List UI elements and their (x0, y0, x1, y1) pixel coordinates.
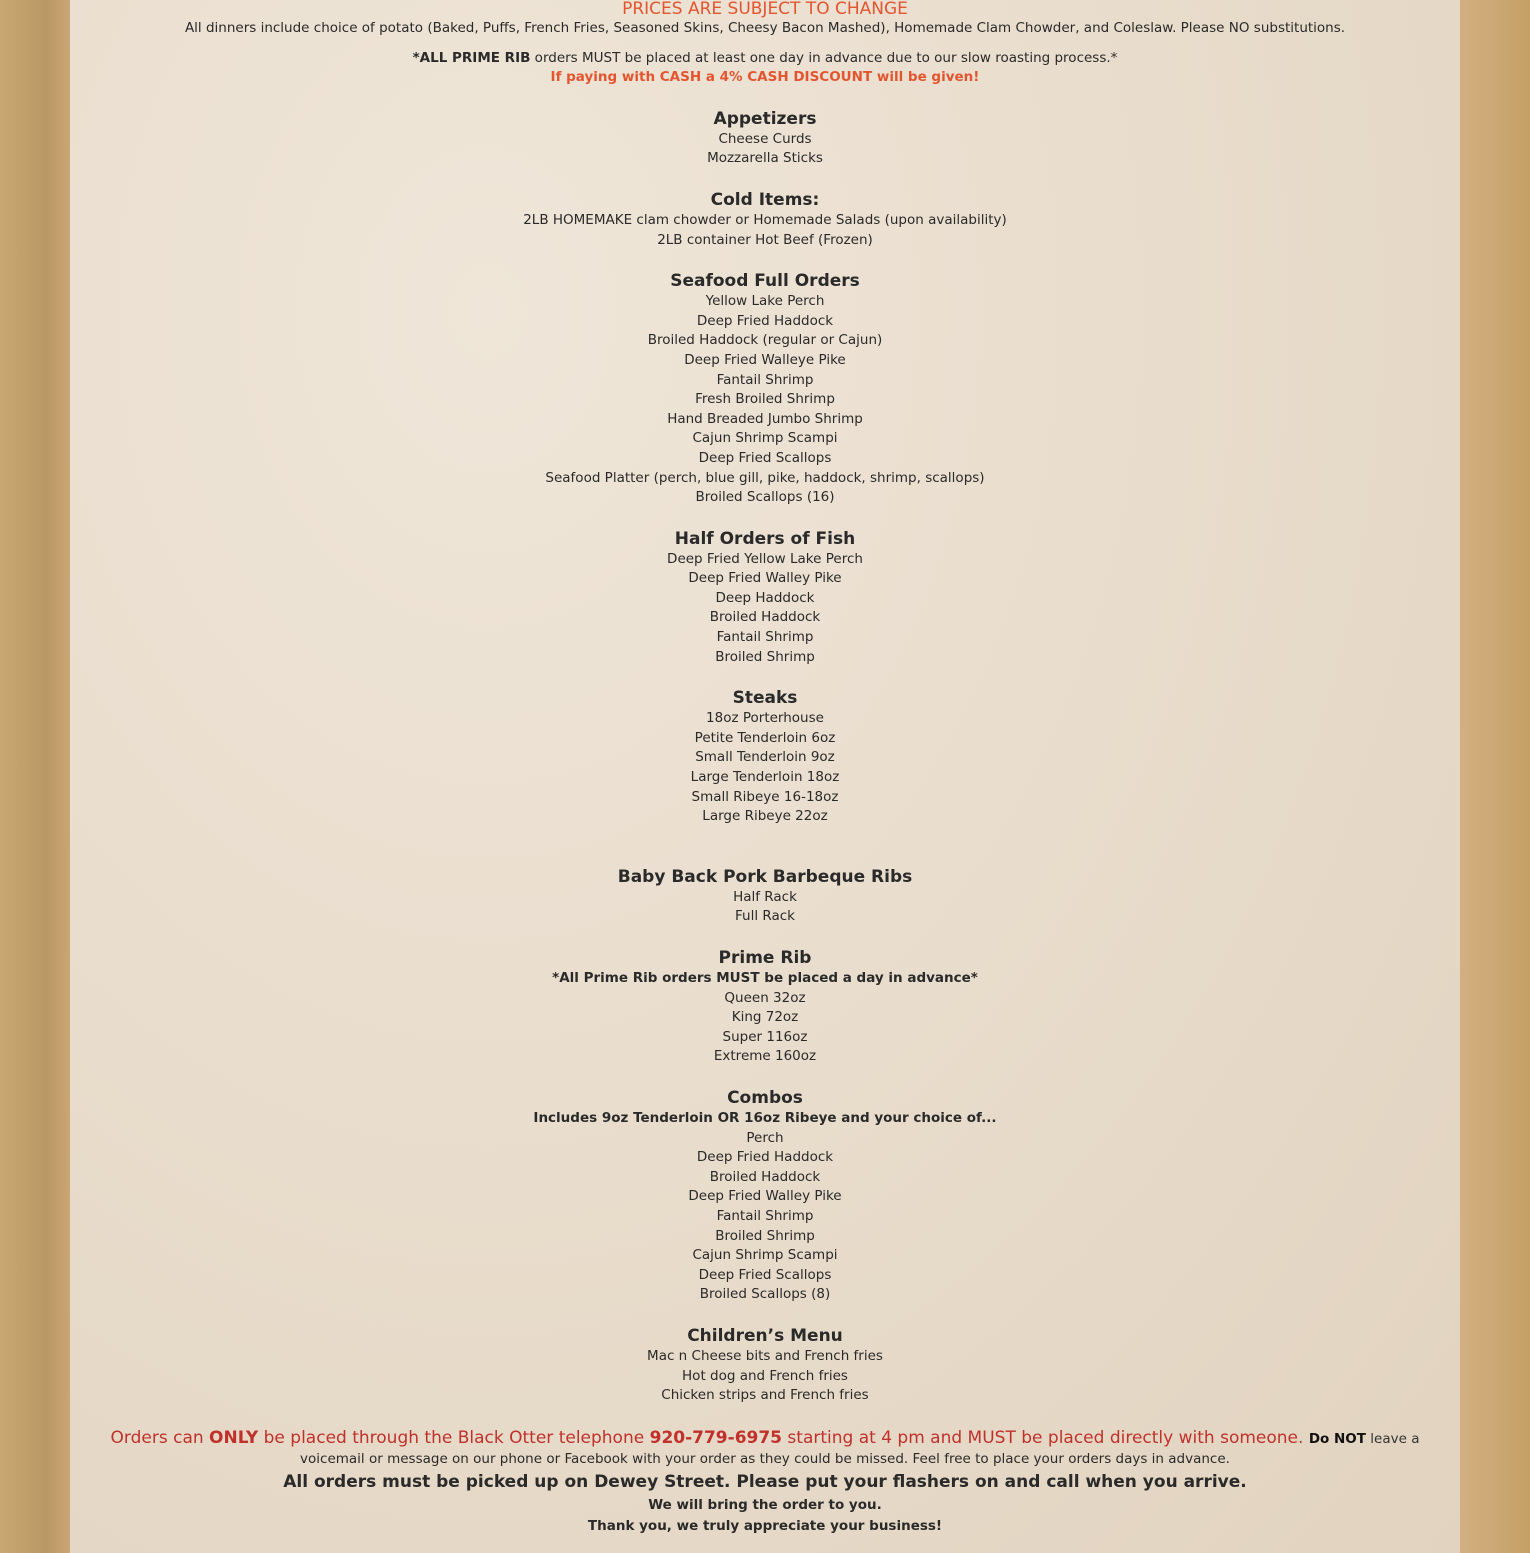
list-item: Broiled Scallops (16) (695, 489, 835, 506)
list-item: Large Tenderloin 18oz (690, 769, 840, 786)
list-item: Seafood Platter (perch, blue gill, pike, haddock, shrimp, scallops) (545, 469, 985, 486)
list-item: Petite Tenderloin 6oz (694, 729, 836, 746)
list-item: King 72oz (731, 1009, 799, 1026)
list-item: Cheese Curds (718, 130, 812, 147)
do-not-text: Do NOT (1308, 1430, 1366, 1447)
section-title-ribs: Baby Back Pork Barbeque Ribs (617, 866, 913, 887)
section-title-appetizers: Appetizers (713, 108, 817, 129)
list-item: Broiled Haddock (709, 1168, 821, 1185)
orders-can-text: Orders can (110, 1427, 210, 1448)
ribs-list (70, 888, 1460, 927)
dinner-note: All dinners include choice of potato (Baked, Puffs, French Fries, Seasoned Skins, Cheesy Bacon Mashed), Homemade Clam Chowder, and Coleslaw. Please NO substitutions. (184, 20, 1346, 36)
only-text: ONLY (209, 1427, 259, 1448)
list-item: Large Ribeye 22oz (702, 808, 828, 825)
section-title-seafood-full: Seafood Full Orders (670, 271, 860, 292)
combos-note: Includes 9oz Tenderloin OR 16oz Ribeye and your choice of... (533, 1109, 997, 1126)
prime-rib-list (70, 989, 1460, 1067)
placed-through-text: be placed through the Black Otter telephone (258, 1427, 650, 1448)
list-item: Deep Fried Walley Pike (688, 570, 842, 587)
list-item: Super 116oz (722, 1028, 808, 1045)
section-title-half-orders: Half Orders of Fish (674, 528, 856, 549)
list-item: 18oz Porterhouse (706, 710, 824, 727)
list-item: Mozzarella Sticks (707, 150, 823, 167)
appetizers-list (70, 130, 1460, 169)
list-item: Cajun Shrimp Scampi (692, 1247, 838, 1264)
list-item: Deep Fried Haddock (696, 312, 834, 329)
seafood-full-list (70, 292, 1460, 508)
combos-list (70, 1129, 1460, 1305)
menu-panel (70, 0, 1460, 1553)
list-item: Deep Fried Yellow Lake Perch (667, 550, 863, 567)
list-item: Yellow Lake Perch (705, 293, 825, 310)
bring-order-note: We will bring the order to you. (648, 1496, 882, 1513)
voicemail-note: voicemail or message on our phone or Facebook with your order as they could be missed. Feel free to place your orders days in advance. (300, 1450, 1230, 1467)
section-title-combos: Combos (727, 1087, 803, 1108)
section-title-children: Children’s Menu (687, 1325, 843, 1346)
starting-at-text: starting at 4 pm and MUST be placed directly with someone. (782, 1427, 1309, 1448)
leave-a-text: leave a (1365, 1430, 1420, 1447)
thanks-note: Thank you, we truly appreciate your business! (587, 1517, 943, 1534)
section-title-cold-items: Cold Items: (710, 189, 820, 210)
phone-number[interactable]: 920-779-6975 (649, 1427, 783, 1448)
cash-discount-note: If paying with CASH a 4% CASH DISCOUNT will be given! (550, 69, 980, 86)
list-item: Deep Haddock (715, 589, 815, 606)
list-item: Half Rack (733, 888, 797, 905)
children-list (70, 1347, 1460, 1406)
list-item: Fresh Broiled Shrimp (695, 391, 835, 408)
list-item: Mac n Cheese bits and French fries (647, 1347, 883, 1364)
list-item: Cajun Shrimp Scampi (692, 430, 838, 447)
list-item: Broiled Scallops (8) (699, 1286, 831, 1303)
list-item: Deep Fried Scallops (698, 1266, 832, 1283)
list-item: Perch (746, 1129, 784, 1146)
ordering-instructions (70, 1427, 1460, 1450)
list-item: Full Rack (735, 908, 795, 925)
list-item: Broiled Haddock (regular or Cajun) (647, 332, 883, 349)
list-item: Small Ribeye 16-18oz (691, 788, 839, 805)
cold-items-list (70, 211, 1460, 250)
section-title-steaks: Steaks (732, 688, 798, 709)
list-item: Chicken strips and French fries (661, 1387, 869, 1404)
list-item: Extreme 160oz (713, 1048, 817, 1065)
list-item: Deep Fried Walley Pike (688, 1188, 842, 1205)
list-item: Hand Breaded Jumbo Shrimp (667, 410, 863, 427)
list-item: Broiled Haddock (709, 609, 821, 626)
list-item: Deep Fried Haddock (696, 1149, 834, 1166)
list-item: Fantail Shrimp (716, 1207, 814, 1224)
list-item: Hot dog and French fries (682, 1367, 848, 1384)
pickup-instructions: All orders must be picked up on Dewey Street. Please put your flashers on and call when you arrive. (283, 1471, 1247, 1492)
list-item: Queen 32oz (724, 989, 806, 1006)
steaks-list (70, 709, 1460, 827)
list-item: Deep Fried Walleye Pike (684, 351, 846, 368)
list-item: 2LB HOMEMAKE clam chowder or Homemade Salads (upon availability) (523, 211, 1007, 228)
prime-rib-note: *All Prime Rib orders MUST be placed a day in advance* (552, 970, 978, 986)
list-item: 2LB container Hot Beef (Frozen) (657, 231, 873, 248)
list-item: Broiled Shrimp (715, 648, 815, 665)
prime-rib-advance-rest: orders MUST be placed at least one day in advance due to our slow roasting process.* (530, 49, 1118, 66)
list-item: Small Tenderloin 9oz (695, 749, 835, 766)
prime-rib-advance-note (70, 49, 1460, 69)
half-orders-list (70, 550, 1460, 668)
list-item: Fantail Shrimp (716, 629, 814, 646)
spacer (70, 827, 1460, 846)
list-item: Broiled Shrimp (715, 1227, 815, 1244)
list-item: Fantail Shrimp (716, 371, 814, 388)
list-item: Deep Fried Scallops (698, 449, 832, 466)
section-title-prime-rib: Prime Rib (718, 948, 812, 968)
prime-rib-advance-bold: *ALL PRIME RIB (412, 49, 531, 66)
prices-notice: PRICES ARE SUBJECT TO CHANGE (622, 0, 908, 19)
